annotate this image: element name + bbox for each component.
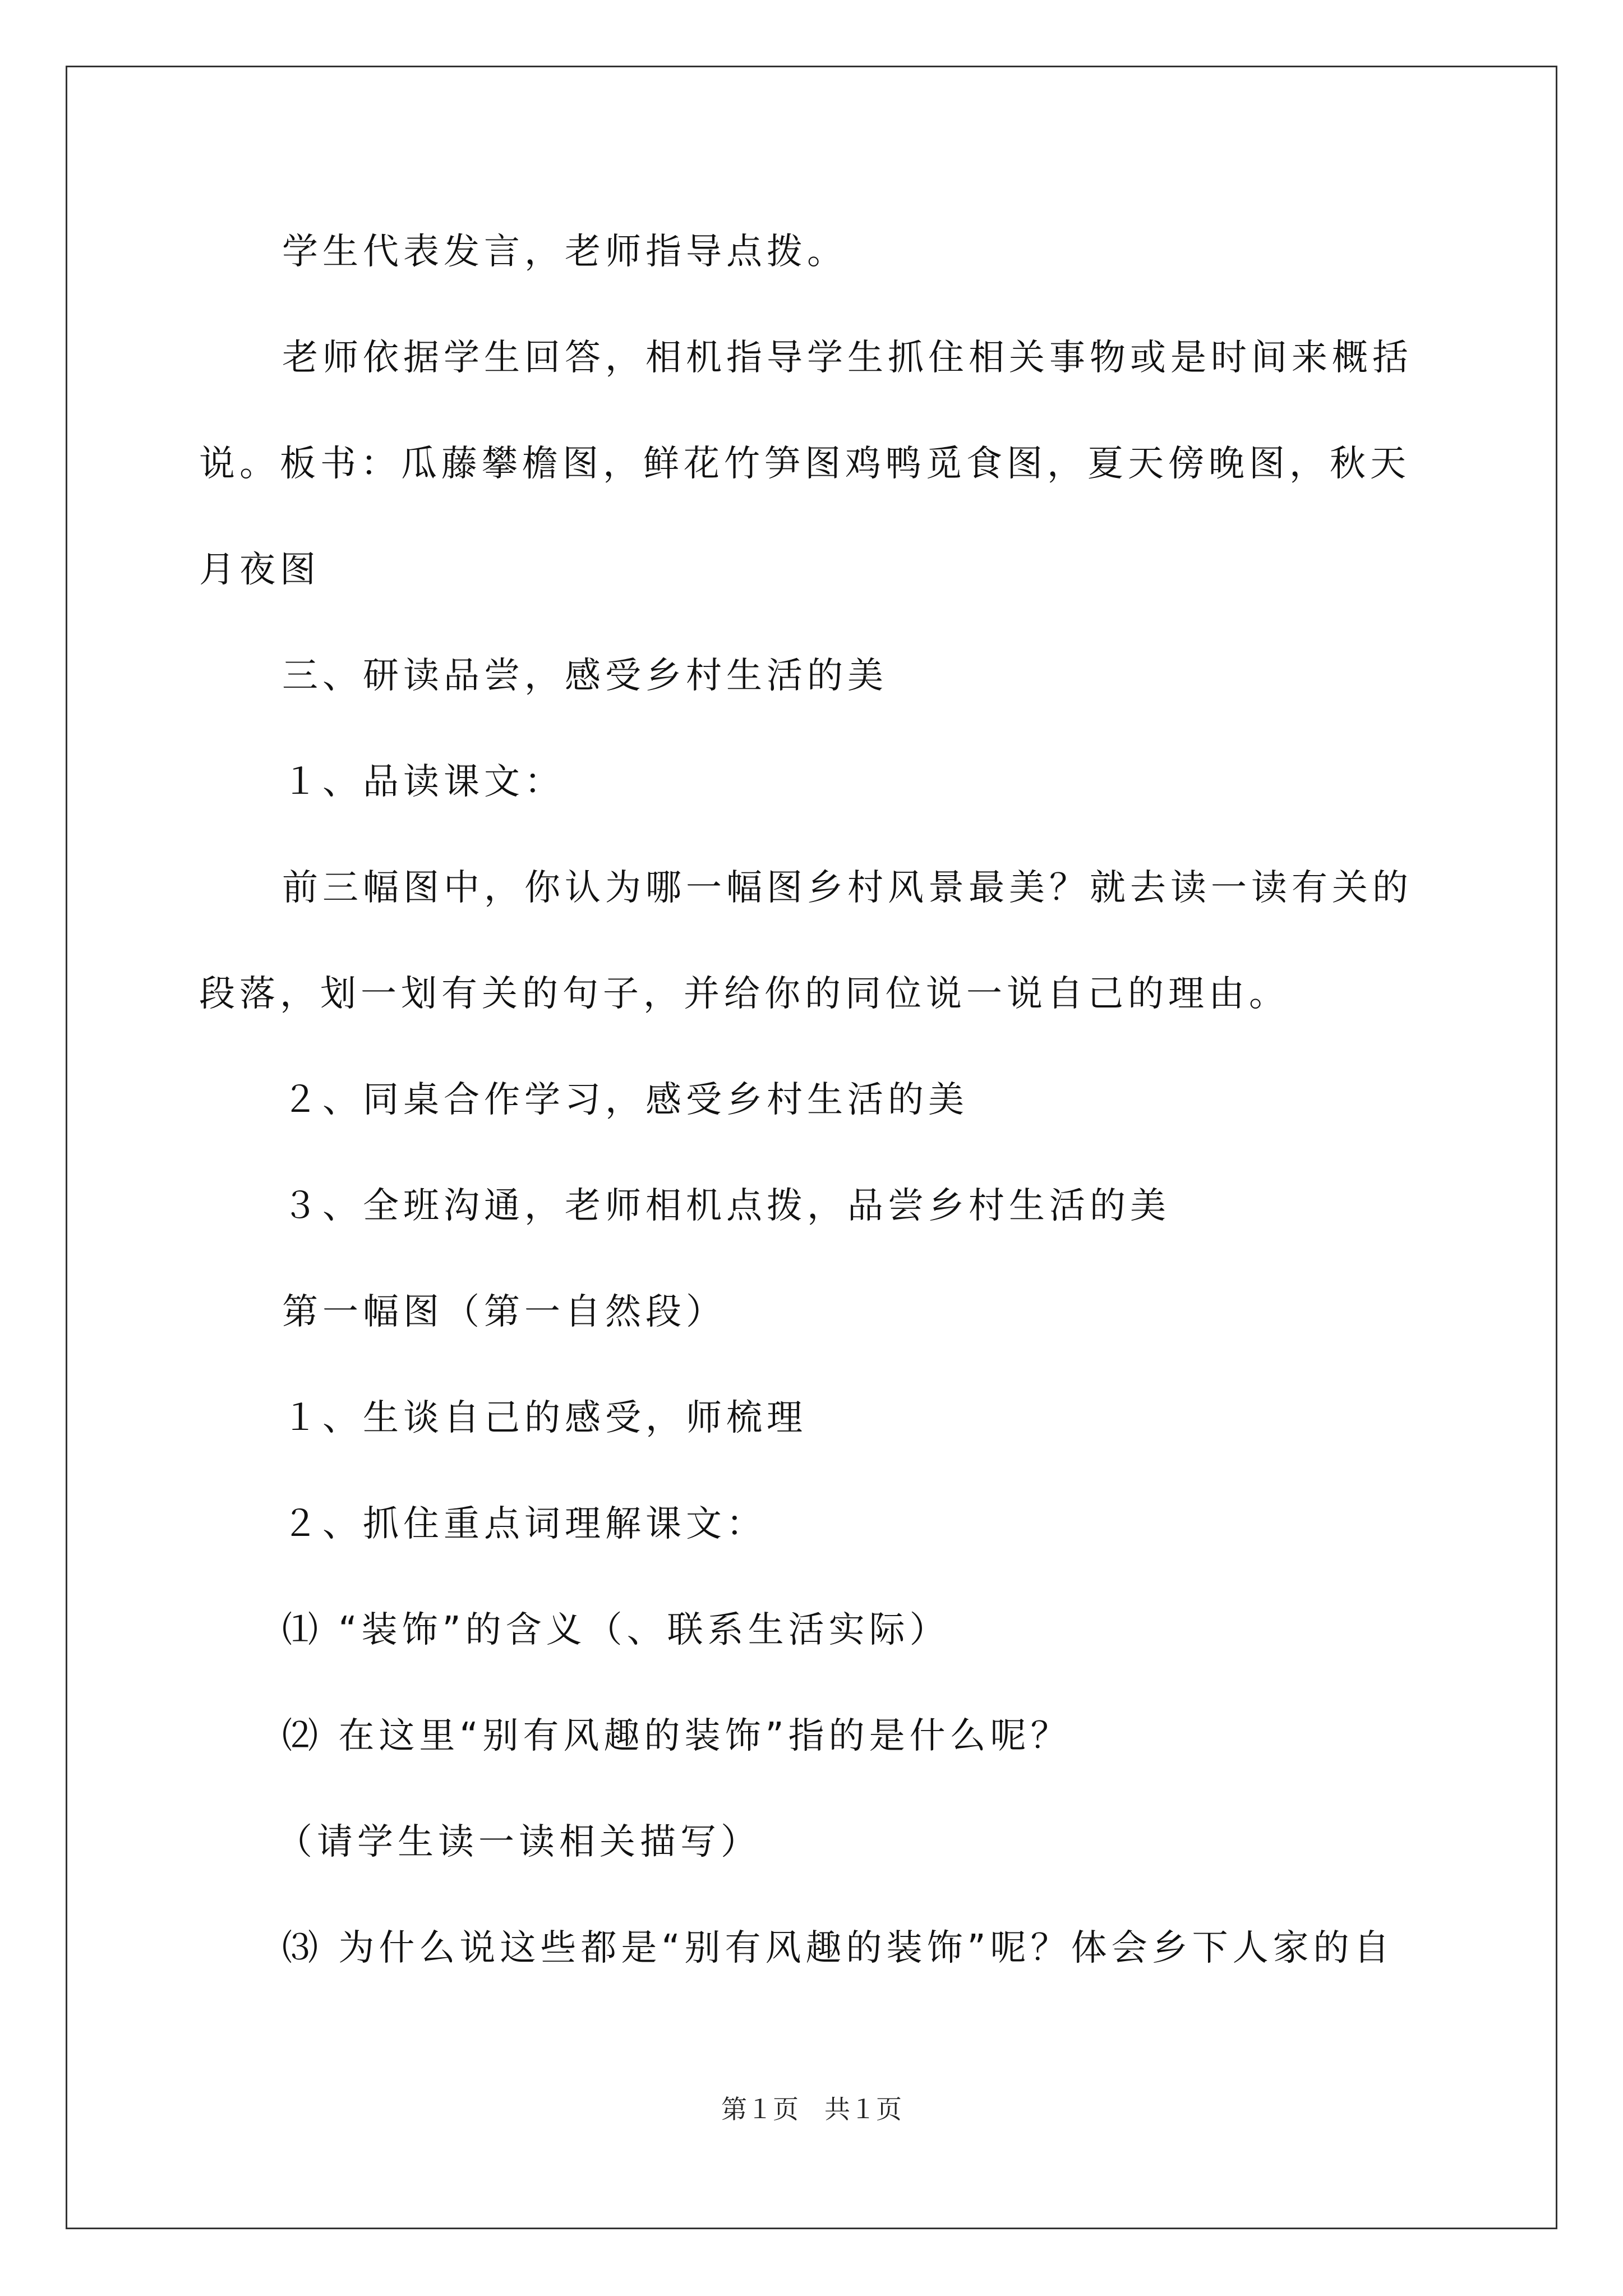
paragraph-line: ３、全班沟通，老师相机点拨，品尝乡村生活的美	[282, 1185, 1170, 1227]
paragraph-line: 学生代表发言，老师指导点拨。	[282, 231, 847, 273]
paragraph-line: ２、抓住重点词理解课文：	[282, 1503, 767, 1545]
paragraph-line: １、品读课文：	[282, 761, 565, 803]
paragraph-line: ⑶ 为什么说这些都是“别有风趣的装饰”呢？体会乡下人家的自	[282, 1927, 1394, 1969]
page-footer: 第１页 共１页	[721, 2094, 902, 2124]
paragraph-line: 第一幅图（第一自然段）	[282, 1291, 726, 1333]
paragraph-line: ⑵ 在这里“别有风趣的装饰”指的是什么呢？	[282, 1715, 1071, 1757]
paragraph-line: 月夜图	[199, 549, 320, 591]
paragraph-line: ⑴ “装饰”的含义（、联系生活实际）	[282, 1609, 950, 1651]
paragraph-line: 老师依据学生回答，相机指导学生抓住相关事物或是时间来概括	[282, 337, 1413, 379]
paragraph-line: （请学生读一读相关描写）	[276, 1821, 761, 1863]
paragraph-line: 说。板书：瓜藤攀檐图，鲜花竹笋图鸡鸭觅食图，夏天傍晚图，秋天	[199, 443, 1410, 485]
paragraph-line: 前三幅图中，你认为哪一幅图乡村风景最美？就去读一读有关的	[282, 867, 1413, 909]
paragraph-line: ２、同桌合作学习，感受乡村生活的美	[282, 1079, 969, 1121]
paragraph-line: １、生谈自己的感受，师梳理	[282, 1397, 807, 1439]
section-heading: 三、研读品尝，感受乡村生活的美	[282, 655, 888, 697]
paragraph-line: 段落，划一划有关的句子，并给你的同位说一说自己的理由。	[199, 973, 1289, 1015]
page-border	[66, 66, 1557, 2229]
